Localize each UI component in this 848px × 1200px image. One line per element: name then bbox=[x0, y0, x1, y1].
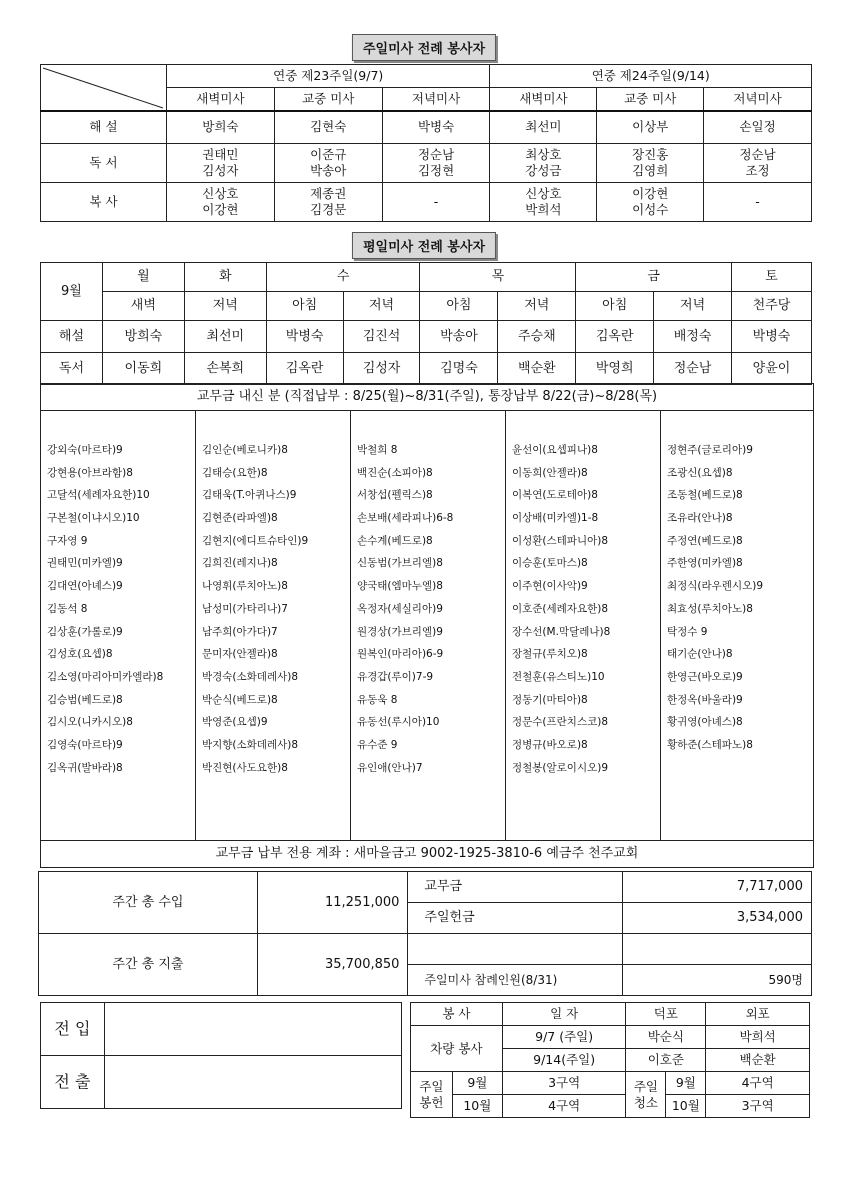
mass-header: 새벽미사 bbox=[490, 88, 597, 112]
detail-value: 7,717,000 bbox=[623, 872, 812, 903]
sunday-cell: 최선미 bbox=[490, 111, 597, 143]
label-line: 주일 bbox=[633, 1078, 658, 1094]
flower-label bbox=[411, 1072, 453, 1118]
donor-entry: 이승훈(토마스)8 bbox=[512, 557, 588, 570]
name-line: 최상호 bbox=[525, 146, 562, 162]
donor-entry: 김현지(에디트슈타인)9 bbox=[202, 534, 309, 547]
donor-entry: 원경상(가브리엘)9 bbox=[357, 625, 443, 638]
donor-entry: 이복연(도로테아)8 bbox=[512, 489, 598, 502]
name-line: 박송아 bbox=[310, 162, 347, 178]
transfer-table bbox=[40, 1002, 402, 1109]
weekday-cell: 박병숙 bbox=[732, 321, 812, 353]
name-line: - bbox=[433, 193, 439, 209]
sunday-cell: 손일정 bbox=[704, 111, 812, 143]
flower-month: 10월 bbox=[452, 1095, 502, 1118]
donor-entry: 김성호(요셉)8 bbox=[47, 648, 113, 661]
donor-entry: 양국태(엠마누엘)8 bbox=[357, 580, 443, 593]
name-line: 이강현 bbox=[632, 185, 669, 201]
donor-entry: 김승범(베드로)8 bbox=[47, 693, 123, 706]
donor-entry: 문미자(안젤라)8 bbox=[202, 648, 278, 661]
donor-entry: 남주희(아가다)7 bbox=[202, 625, 278, 638]
donor-entry: 박경숙(소화데레사)8 bbox=[202, 670, 299, 683]
name-line: 강성금 bbox=[525, 162, 562, 178]
sunday-cell: 박병숙 bbox=[382, 111, 490, 143]
weekday-cell: 김진석 bbox=[343, 321, 420, 353]
mass-header: 교중 미사 bbox=[597, 88, 704, 112]
name-line: 김정현 bbox=[417, 162, 455, 178]
service-header: 외포 bbox=[706, 1003, 810, 1026]
donor-entry: 이호준(세례자요한)8 bbox=[512, 602, 609, 615]
donor-entry: 김태욱(T.아퀴나스)9 bbox=[202, 489, 297, 502]
donation-header: 교무금 내신 분 (직접납부 : 8/25(월)~8/31(주일), 통장납부 8/22(금)~8/28(목) bbox=[41, 384, 813, 411]
donor-entry: 전철훈(유스티노)10 bbox=[512, 670, 605, 683]
flower-month: 9월 bbox=[452, 1072, 502, 1095]
time-header: 새벽 bbox=[102, 292, 184, 321]
weekday-cell: 정순남 bbox=[654, 353, 732, 385]
donor-entry: 구자영 9 bbox=[47, 534, 88, 547]
donor-entry: 김옥귀(발바라)8 bbox=[47, 761, 123, 774]
donor-entry: 주한영(미카엘)8 bbox=[667, 557, 743, 570]
donor-entry: 유동욱 8 bbox=[357, 693, 398, 706]
donor-entry: 탁정수 9 bbox=[667, 625, 708, 638]
donor-entry: 정문수(프란치스코)8 bbox=[512, 716, 609, 729]
donor-entry: 서창섭(펠릭스)8 bbox=[357, 489, 433, 502]
detail-label bbox=[408, 934, 623, 965]
donor-entry: 김인순(베로니카)8 bbox=[202, 444, 288, 456]
sunday-cell bbox=[166, 143, 274, 182]
name-line: 이준규 bbox=[310, 146, 347, 162]
weekday-cell: 이동희 bbox=[102, 353, 184, 385]
time-header: 저녁 bbox=[343, 292, 420, 321]
donor-entry: 조동철(베드로)8 bbox=[667, 489, 743, 502]
weekday-mass-title: 평일미사 전례 봉사자 bbox=[352, 232, 496, 259]
name-line: 이강현 bbox=[202, 201, 239, 217]
donation-box bbox=[40, 383, 814, 868]
donor-entry: 김대연(아녜스)9 bbox=[47, 580, 123, 593]
sunday-cell bbox=[490, 143, 597, 182]
week-header: 연중 제24주일(9/14) bbox=[490, 65, 812, 88]
donor-entry: 김상훈(가롤로)9 bbox=[47, 625, 123, 638]
sunday-cell bbox=[704, 182, 812, 221]
account-line: 교무금 납부 전용 계좌 : 새마을금고 9002-1925-3810-6 예금주 천주교회 bbox=[41, 840, 813, 867]
donor-entry: 조유라(안나)8 bbox=[667, 512, 733, 525]
sunday-cell: 김현숙 bbox=[274, 111, 382, 143]
day-header: 토 bbox=[732, 263, 812, 292]
donor-entry: 나영휘(루치아노)8 bbox=[202, 580, 288, 593]
name-line: 신상호 bbox=[202, 185, 239, 201]
label-line: 청소 bbox=[633, 1094, 658, 1110]
donor-entry: 정병규(바오로)8 bbox=[512, 738, 588, 751]
donor-entry: 이동희(안젤라)8 bbox=[512, 466, 588, 479]
transfer-in-value bbox=[104, 1003, 401, 1056]
cleaning-zone: 3구역 bbox=[706, 1095, 810, 1118]
name-line: 김성자 bbox=[202, 162, 239, 178]
flower-zone: 3구역 bbox=[502, 1072, 626, 1095]
role-label: 복 사 bbox=[41, 182, 167, 221]
attendance-value: 590명 bbox=[623, 965, 812, 996]
mass-header: 저녁미사 bbox=[382, 88, 490, 112]
detail-value bbox=[623, 934, 812, 965]
role-label: 독 서 bbox=[41, 143, 167, 182]
detail-label: 교무금 bbox=[408, 872, 623, 903]
sunday-mass-title: 주일미사 전례 봉사자 bbox=[352, 34, 496, 61]
weekday-mass-table bbox=[40, 262, 812, 385]
donor-entry: 김시오(니카시오)8 bbox=[47, 716, 133, 729]
donor-entry: 김동석 8 bbox=[47, 602, 88, 615]
donor-entry: 유동선(루시아)10 bbox=[357, 716, 440, 729]
mass-header: 새벽미사 bbox=[166, 88, 274, 112]
time-header: 아침 bbox=[266, 292, 343, 321]
sunday-cell bbox=[382, 143, 490, 182]
donor-entry: 유인애(안나)7 bbox=[357, 761, 423, 774]
donor-entry: 김현준(라파엘)8 bbox=[202, 512, 278, 525]
donor-entry: 장수선(M.막달레나)8 bbox=[512, 625, 611, 638]
vehicle-date: 9/14(주일) bbox=[502, 1049, 626, 1072]
name-line: 권태민 bbox=[202, 146, 239, 162]
weekday-cell: 손복희 bbox=[184, 353, 266, 385]
name-line: - bbox=[755, 193, 760, 209]
donor-entry: 신동범(가브리엘)8 bbox=[357, 557, 443, 570]
donor-entry: 손수계(베드로)8 bbox=[357, 534, 433, 547]
sunday-mass-table bbox=[40, 64, 812, 222]
donor-entry: 정현주(글로리아)9 bbox=[667, 444, 753, 456]
name-line: 신상호 bbox=[525, 185, 562, 201]
donor-entry: 박진현(사도요한)8 bbox=[202, 761, 288, 774]
donor-entry: 남성미(가타리나)7 bbox=[202, 602, 288, 615]
donor-entry: 이주현(이사악)9 bbox=[512, 580, 588, 593]
weekday-cell: 박병숙 bbox=[266, 321, 343, 353]
role-label: 해설 bbox=[41, 321, 103, 353]
donor-entry: 한정옥(바울라)9 bbox=[667, 693, 743, 706]
name-line: 박희석 bbox=[525, 201, 562, 217]
time-header: 저녁 bbox=[498, 292, 576, 321]
donation-column bbox=[41, 411, 196, 840]
income-value: 11,251,000 bbox=[257, 872, 408, 934]
vehicle-deokpo: 박순식 bbox=[626, 1026, 706, 1049]
donor-entry: 조광신(요셉)8 bbox=[667, 466, 733, 479]
donor-entry: 김태승(요한)8 bbox=[202, 466, 268, 479]
donor-entry: 최효성(루치아노)8 bbox=[667, 602, 753, 615]
donor-entry: 박지향(소화데레사)8 bbox=[202, 738, 299, 751]
donor-entry: 태기순(안나)8 bbox=[667, 648, 733, 661]
donor-entry: 황하준(스테파노)8 bbox=[667, 738, 753, 751]
vehicle-oepo: 박희석 bbox=[706, 1026, 810, 1049]
donor-entry: 박순식(베드로)8 bbox=[202, 693, 278, 706]
donation-column bbox=[661, 411, 814, 840]
donor-entry: 박철희 8 bbox=[357, 444, 398, 456]
weekday-cell: 김옥란 bbox=[266, 353, 343, 385]
weekday-cell: 최선미 bbox=[184, 321, 266, 353]
label-line: 주일 bbox=[419, 1078, 444, 1094]
donor-entry: 한영근(바오로)9 bbox=[667, 670, 743, 683]
transfer-out-label: 전 출 bbox=[41, 1056, 105, 1109]
vehicle-deokpo: 이호준 bbox=[626, 1049, 706, 1072]
donor-entry: 주정연(베드로)8 bbox=[667, 534, 743, 547]
time-header: 저녁 bbox=[654, 292, 732, 321]
sunday-cell bbox=[490, 182, 597, 221]
cleaning-month: 9월 bbox=[666, 1072, 706, 1095]
detail-value: 3,534,000 bbox=[623, 903, 812, 934]
sunday-cell: 이상부 bbox=[597, 111, 704, 143]
name-line: 김영희 bbox=[632, 162, 669, 178]
name-line: 조정 bbox=[745, 162, 770, 178]
weekday-cell: 김옥란 bbox=[576, 321, 654, 353]
sunday-cell bbox=[382, 182, 490, 221]
donor-entry: 최정식(라우렌시오)9 bbox=[667, 580, 764, 593]
donor-entry: 원복인(마리아)6-9 bbox=[357, 648, 444, 661]
vehicle-label: 차량 봉사 bbox=[411, 1026, 503, 1072]
transfer-out-value bbox=[104, 1056, 401, 1109]
donor-entry: 손보배(세라피나)6-8 bbox=[357, 512, 454, 525]
sunday-cell bbox=[597, 143, 704, 182]
name-line: 정순남 bbox=[739, 146, 776, 162]
sunday-cell bbox=[274, 143, 382, 182]
detail-label: 주일헌금 bbox=[408, 903, 623, 934]
weekday-cell: 양윤이 bbox=[732, 353, 812, 385]
donor-entry: 김희진(레지나)8 bbox=[202, 557, 278, 570]
name-line: 제종권 bbox=[310, 185, 347, 201]
donor-entry: 강외숙(마르타)9 bbox=[47, 444, 123, 456]
donation-column bbox=[351, 411, 506, 840]
sunday-cell bbox=[597, 182, 704, 221]
time-header: 아침 bbox=[576, 292, 654, 321]
cleaning-month: 10월 bbox=[666, 1095, 706, 1118]
transfer-in-label: 전 입 bbox=[41, 1003, 105, 1056]
weekday-cell: 백순환 bbox=[498, 353, 576, 385]
donor-entry: 김소영(마리아미카엘라)8 bbox=[47, 670, 164, 683]
corner-cell bbox=[41, 65, 167, 112]
day-header: 목 bbox=[420, 263, 576, 292]
finance-table bbox=[38, 871, 812, 996]
month-label: 9월 bbox=[41, 263, 103, 321]
donor-entry: 박영준(요셉)9 bbox=[202, 716, 268, 729]
donor-entry: 황귀영(아녜스)8 bbox=[667, 716, 743, 729]
service-header: 일 자 bbox=[502, 1003, 626, 1026]
time-header: 아침 bbox=[420, 292, 498, 321]
weekday-cell: 주승채 bbox=[498, 321, 576, 353]
cleaning-zone: 4구역 bbox=[706, 1072, 810, 1095]
donor-entry: 백진순(소피아)8 bbox=[357, 466, 433, 479]
weekday-cell: 박송아 bbox=[420, 321, 498, 353]
day-header: 월 bbox=[102, 263, 184, 292]
weekday-cell: 배정숙 bbox=[654, 321, 732, 353]
name-line: 정순남 bbox=[417, 146, 455, 162]
day-header: 금 bbox=[576, 263, 732, 292]
time-header: 천주당 bbox=[732, 292, 812, 321]
mass-header: 저녁미사 bbox=[704, 88, 812, 112]
label-line: 봉헌 bbox=[419, 1094, 444, 1110]
name-line: 장진홍 bbox=[632, 146, 669, 162]
sunday-cell bbox=[704, 143, 812, 182]
attendance-label: 주일미사 참례인원(8/31) bbox=[408, 965, 623, 996]
expense-label: 주간 총 지출 bbox=[39, 934, 258, 996]
sunday-cell: 방희숙 bbox=[166, 111, 274, 143]
donor-entry: 김영숙(마르타)9 bbox=[47, 738, 123, 751]
donor-entry: 구본철(이냐시오)10 bbox=[47, 512, 140, 525]
day-header: 수 bbox=[266, 263, 420, 292]
donor-entry: 권태민(미카엘)9 bbox=[47, 557, 123, 570]
weekday-cell: 김성자 bbox=[343, 353, 420, 385]
service-header: 덕포 bbox=[626, 1003, 706, 1026]
donor-entry: 유수준 9 bbox=[357, 738, 398, 751]
donor-entry: 이상배(미카엘)1-8 bbox=[512, 512, 599, 525]
time-header: 저녁 bbox=[184, 292, 266, 321]
sunday-cell bbox=[166, 182, 274, 221]
income-label: 주간 총 수입 bbox=[39, 872, 258, 934]
day-header: 화 bbox=[184, 263, 266, 292]
flower-zone: 4구역 bbox=[502, 1095, 626, 1118]
vehicle-date: 9/7 (주일) bbox=[502, 1026, 626, 1049]
donor-entry: 강현용(아브라함)8 bbox=[47, 466, 133, 479]
sunday-cell bbox=[274, 182, 382, 221]
donor-entry: 이성환(스테파니아)8 bbox=[512, 534, 609, 547]
donation-column bbox=[196, 411, 351, 840]
donor-entry: 정동기(마티아)8 bbox=[512, 693, 588, 706]
expense-value: 35,700,850 bbox=[257, 934, 408, 996]
role-label: 독서 bbox=[41, 353, 103, 385]
donor-entry: 고달석(세례자요한)10 bbox=[47, 489, 150, 502]
donor-entry: 옥정자(세실리아)9 bbox=[357, 602, 443, 615]
service-header: 봉 사 bbox=[411, 1003, 503, 1026]
weekday-cell: 방희숙 bbox=[102, 321, 184, 353]
donor-entry: 유경갑(루이)7-9 bbox=[357, 670, 434, 683]
vehicle-oepo: 백순환 bbox=[706, 1049, 810, 1072]
weekday-cell: 박영희 bbox=[576, 353, 654, 385]
donation-column bbox=[506, 411, 661, 840]
name-line: 이성수 bbox=[632, 201, 669, 217]
cleaning-label bbox=[626, 1072, 666, 1118]
weekday-cell: 김명숙 bbox=[420, 353, 498, 385]
donor-entry: 윤선이(요셉피나)8 bbox=[512, 444, 598, 456]
week-header: 연중 제23주일(9/7) bbox=[166, 65, 489, 88]
name-line: 김경문 bbox=[310, 201, 347, 217]
service-table bbox=[410, 1002, 810, 1118]
mass-header: 교중 미사 bbox=[274, 88, 382, 112]
role-label: 해 설 bbox=[41, 111, 167, 143]
donor-entry: 장철규(루치오)8 bbox=[512, 648, 588, 661]
donor-entry: 정철봉(알로이시오)9 bbox=[512, 761, 609, 774]
